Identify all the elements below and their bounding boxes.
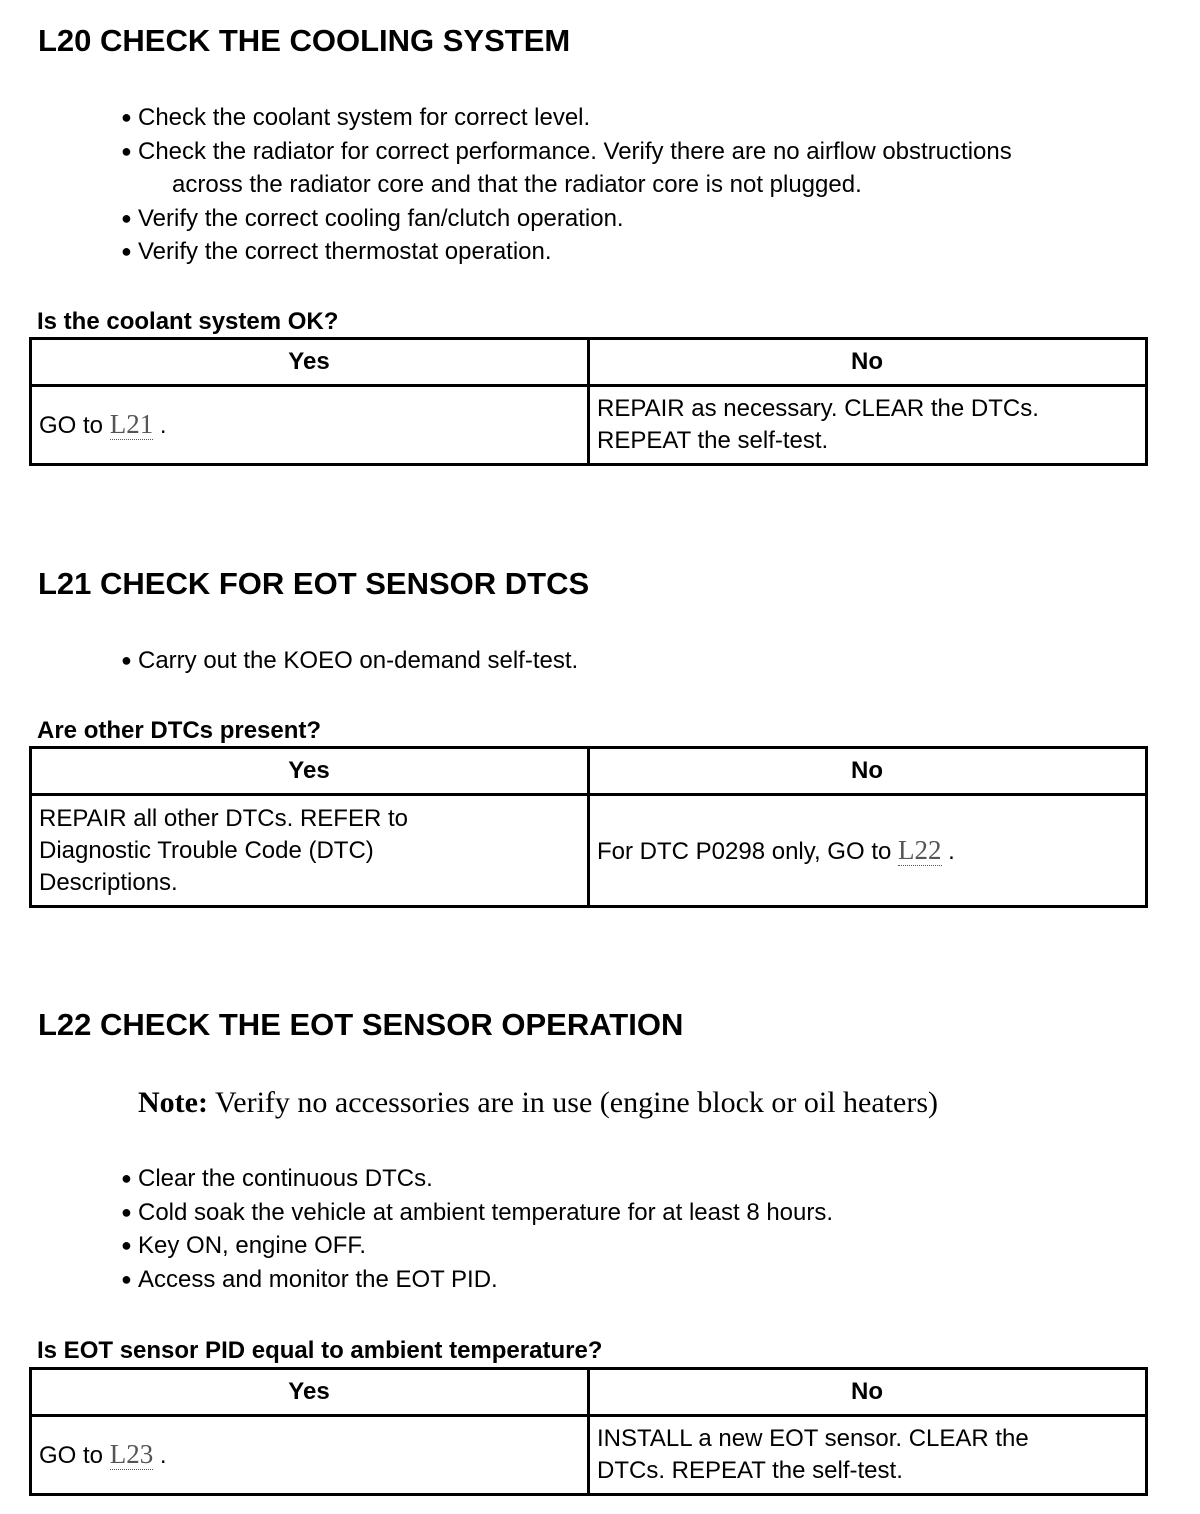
decision-table — [29, 337, 1148, 466]
no-cell: For DTC P0298 only, GO to L22 . — [589, 795, 1147, 907]
section-title: L20 CHECK THE COOLING SYSTEM — [38, 23, 571, 58]
bullet-continuation: across the radiator core and that the radiator core is not plugged. — [172, 171, 862, 198]
bullet-list — [120, 644, 578, 678]
bullet-icon: ● — [121, 1168, 132, 1188]
bullet-icon: ● — [121, 140, 132, 161]
no-cell: REPAIR as necessary. CLEAR the DTCs. REPEAT the self-test. — [589, 386, 1147, 465]
yes-header: Yes — [31, 1369, 589, 1416]
bullet-icon: ● — [121, 1268, 132, 1289]
note-text: Verify no accessories are in use (engine block or oil heaters) — [214, 1086, 938, 1119]
bullet-item: ● Cold soak the vehicle at ambient temperature for at least 8 hours. — [120, 1196, 833, 1230]
decision-table — [29, 1367, 1148, 1496]
bullet-icon: ● — [121, 1235, 132, 1255]
bullet-list — [120, 1162, 833, 1296]
bullet-list — [120, 101, 1012, 269]
bullet-item: ● Check the radiator for correct performance. Verify there are no airflow obstructions across the radiator core and that the radiator core is not plugged. — [120, 135, 1012, 202]
question: Is EOT sensor PID equal to ambient temperature? — [37, 1337, 603, 1364]
no-cell: INSTALL a new EOT sensor. CLEAR the DTCs. REPEAT the self-test. — [589, 1416, 1147, 1495]
section-title: L22 CHECK THE EOT SENSOR OPERATION — [38, 1007, 684, 1042]
bullet-icon: ● — [121, 1201, 132, 1222]
section-title: L21 CHECK FOR EOT SENSOR DTCS — [38, 566, 590, 601]
bullet-item: ● Carry out the KOEO on-demand self-test. — [120, 644, 578, 678]
step-link-l22[interactable]: L22 — [898, 834, 942, 865]
bullet-icon: ● — [121, 107, 132, 127]
yes-cell: REPAIR all other DTCs. REFER to Diagnostic Trouble Code (DTC) Descriptions. — [31, 795, 589, 907]
bullet-item: ● Check the coolant system for correct level. — [120, 101, 1012, 135]
note — [138, 1085, 938, 1121]
bullet-item: ● Verify the correct thermostat operation. — [120, 235, 1012, 269]
bullet-item: ● Clear the continuous DTCs. — [120, 1162, 833, 1196]
step-link-l23[interactable]: L23 — [109, 1439, 154, 1469]
yes-cell: GO to L21 . — [31, 386, 589, 465]
bullet-item: ● Key ON, engine OFF. — [120, 1229, 833, 1263]
question: Is the coolant system OK? — [37, 308, 339, 335]
yes-header: Yes — [31, 748, 589, 795]
step-link-l21[interactable]: L21 — [109, 409, 154, 439]
bullet-item: ● Verify the correct cooling fan/clutch operation. — [120, 202, 1012, 236]
no-header: No — [589, 1369, 1147, 1416]
bullet-icon: ● — [121, 650, 132, 670]
no-header: No — [589, 748, 1147, 795]
bullet-icon: ● — [121, 207, 132, 228]
note-label: Note: — [138, 1086, 208, 1119]
no-header: No — [589, 339, 1147, 386]
question: Are other DTCs present? — [37, 717, 322, 744]
bullet-item: ● Access and monitor the EOT PID. — [120, 1263, 833, 1297]
yes-header: Yes — [31, 339, 589, 386]
yes-cell: GO to L23 . — [31, 1416, 589, 1495]
decision-table — [29, 746, 1148, 908]
bullet-icon: ● — [121, 241, 132, 261]
